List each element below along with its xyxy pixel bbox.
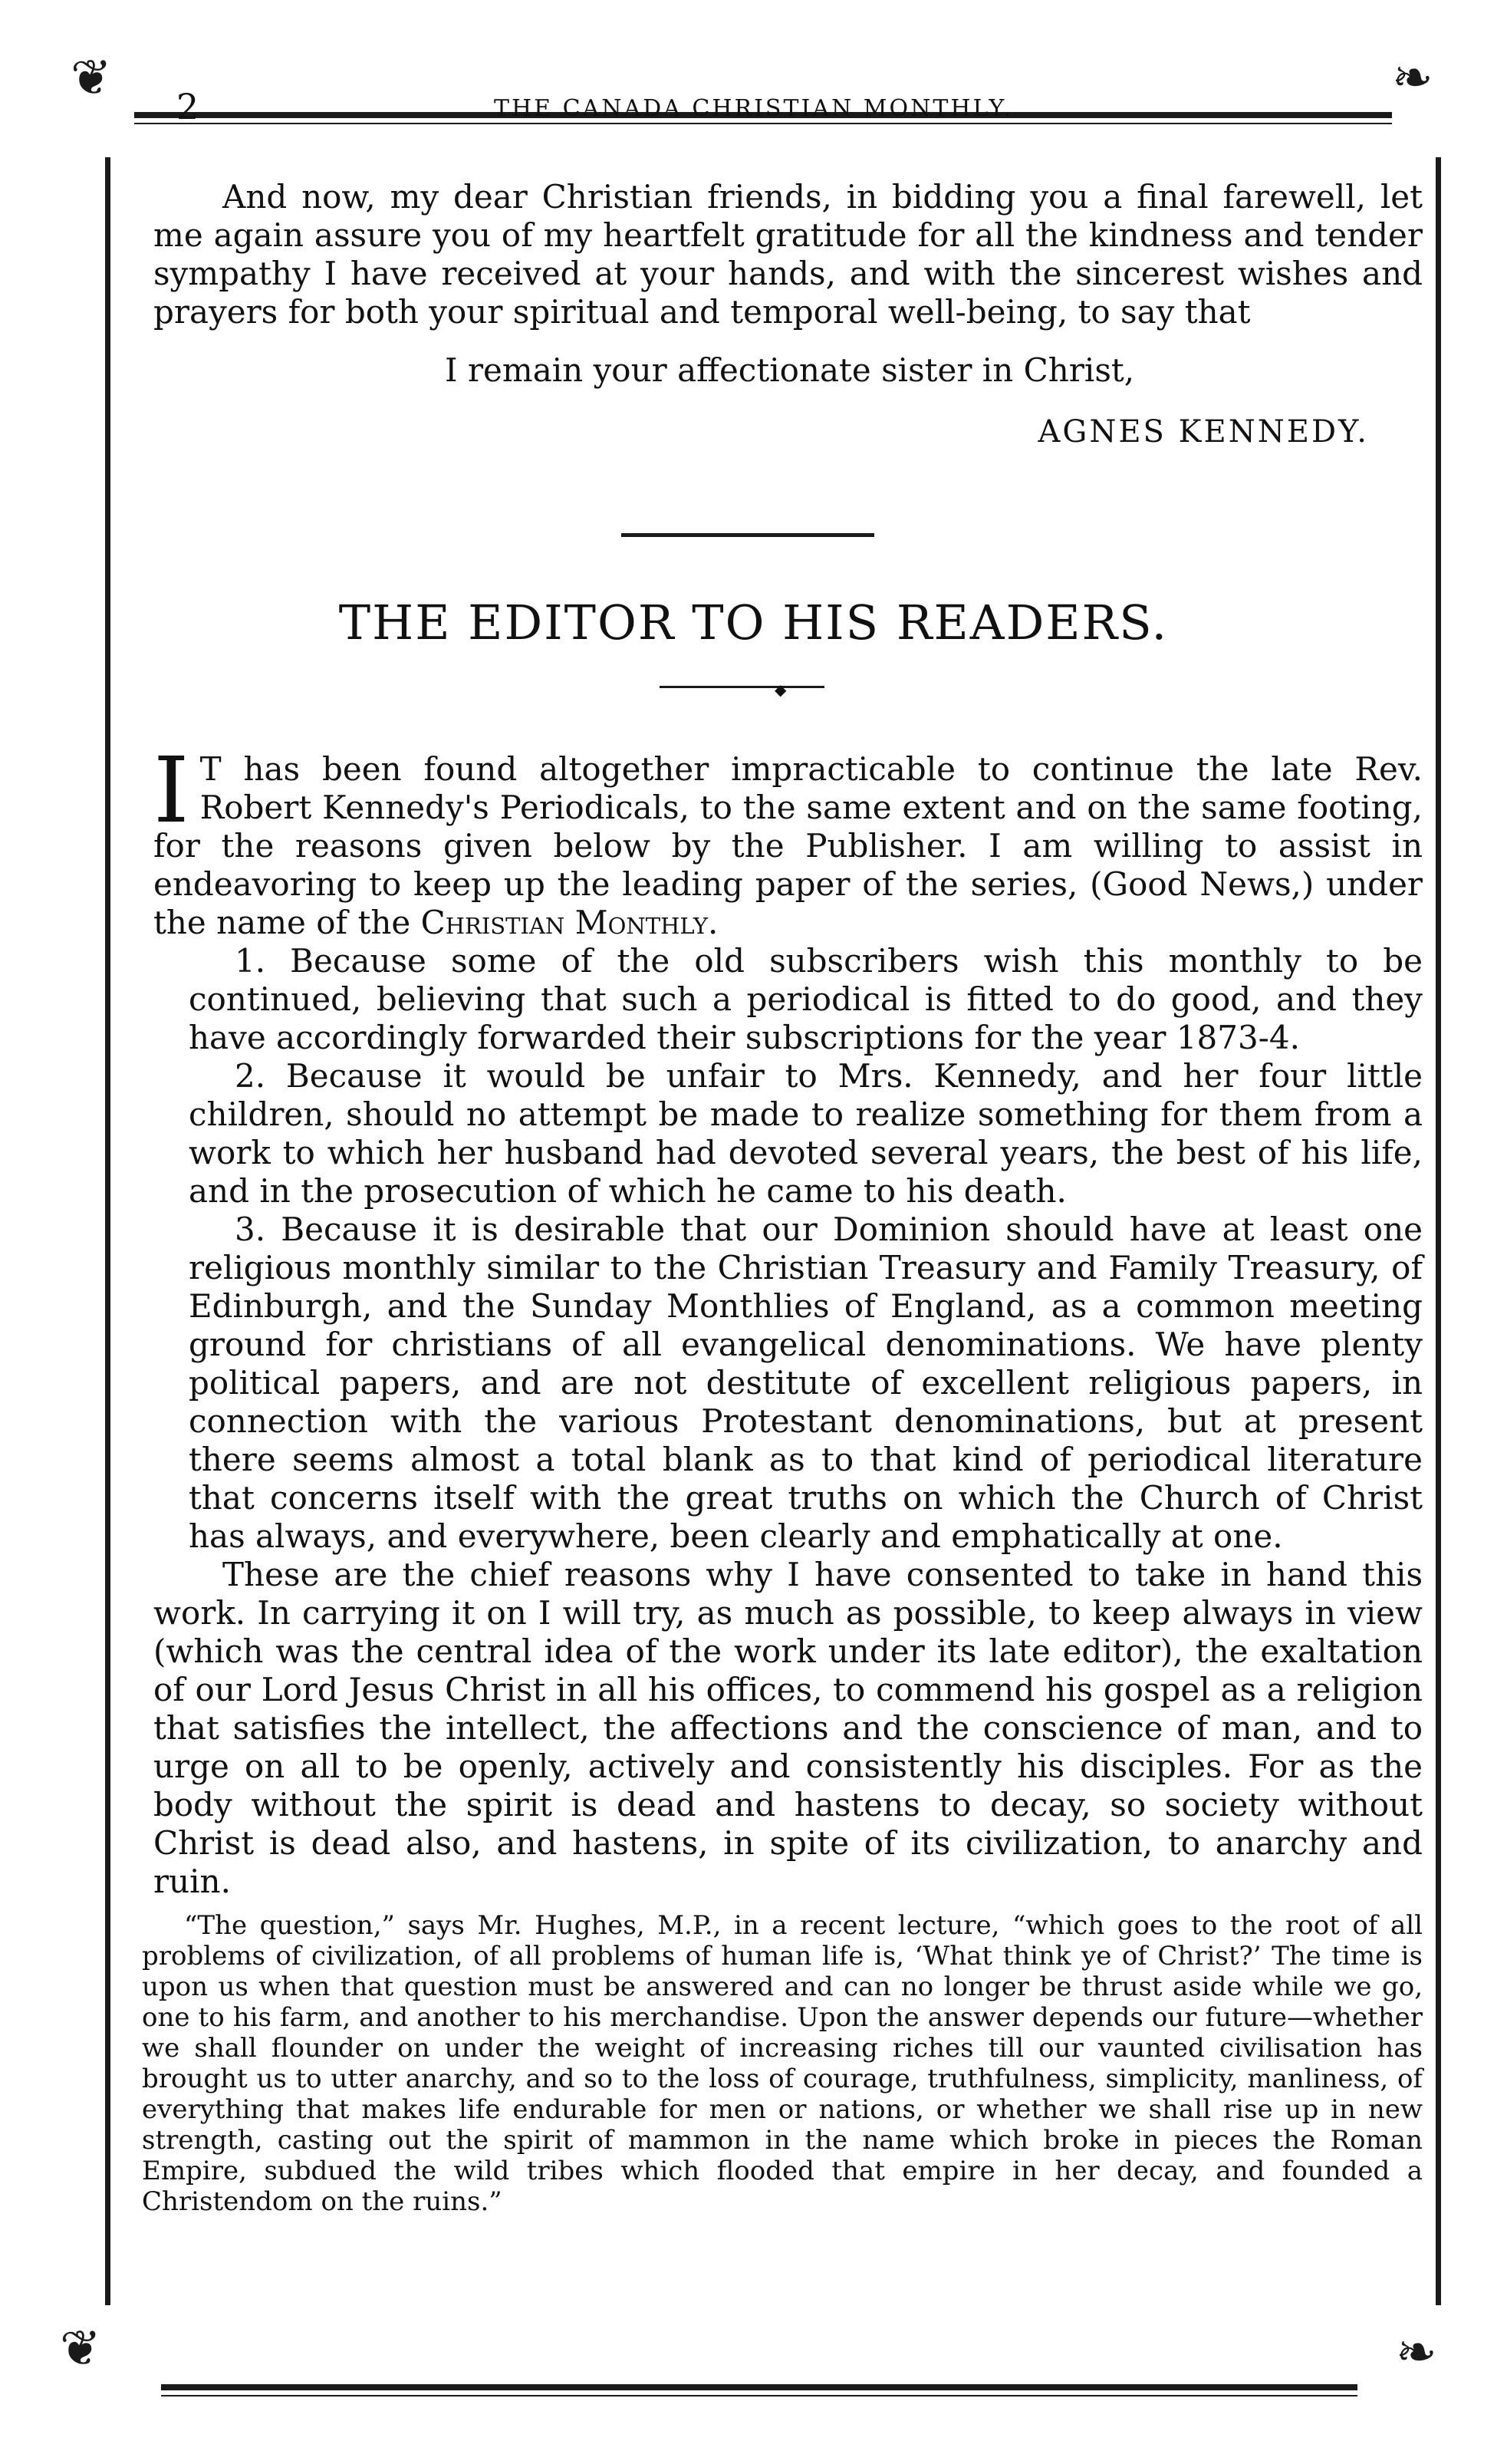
right-border-rule xyxy=(1436,157,1441,2305)
reason-1: 1. Because some of the old subscribers wish this monthly to be continued, believing that such a periodical is fitted to do good, and they have accordingly forwarded their subscriptions for the year 1873-4. xyxy=(189,942,1423,1056)
drop-cap: I xyxy=(153,737,189,843)
letter-closing xyxy=(153,178,1423,331)
bottom-border-rule xyxy=(161,2384,1357,2390)
corner-ornament-icon: ❧ xyxy=(1396,2324,1437,2381)
closing-paragraph: And now, my dear Christian friends, in bidding you a final farewell, let me again assure you of my heartfelt gratitude for all the kindness and tender sympathy I have received at your hands, and with the sincerest wishes and prayers for both your spiritual and temporal well-being, to say that xyxy=(153,178,1423,331)
bottom-border-thin-rule xyxy=(161,2395,1357,2396)
footnote-text: “The question,” says Mr. Hughes, M.P., in a recent lecture, “which goes to the root of all problems of civilization, of all problems of human life is, ‘What think ye of Christ?’ The time is upon us when that question must be answered and can no longer be thrust aside while we go, one to his farm, and another to his merchandise. Upon the answer depends our future—whether we shall flounder on under the weight of increasing riches till our vaunted civilisation has brought us to utter anarchy, and so to the loss of courage, truthfulness, simplicity, manliness, of everything that makes life endurable for men or nations, or whether we shall rise up in new strength, casting out the spirit of mammon in the name which broke in pieces the Roman Empire, subdued the wild tribes which flooded that empire in her decay, and founded a Christendom on the ruins.” xyxy=(142,1910,1423,2217)
footnote-quotation xyxy=(142,1910,1423,2217)
corner-ornament-icon: ❦ xyxy=(60,2321,101,2377)
reason-3: 3. Because it is desirable that our Dominion should have at least one religious monthly similar to the Christian Treasury and Family Treasury, of Edinburgh, and the Sunday Monthlies of England, as a common meeting ground for christians of all evangelical denominations. We have plenty political papers, and are not destitute of excellent religious papers, in connection with the various Protestant denominations, but at present there seems almost a total blank as to that kind of periodical literature that concerns itself with the great truths on which the Church of Christ has always, and everywhere, been clearly and emphatically at one. xyxy=(189,1211,1423,1555)
reason-2: 2. Because it would be unfair to Mrs. Kennedy, and her four little children, should no attempt be made to realize something for them from a work to which her husband had devoted several years, the best of his life, and in the prosecution of which he came to his death. xyxy=(189,1057,1423,1210)
running-head: THE CANADA CHRISTIAN MONTHLY. xyxy=(493,95,1014,122)
conclusion-paragraph: These are the chief reasons why I have consented to take in hand this work. In carrying it on I will try, as much as possible, to keep always in view (which was the central idea of the work under its late editor), the exaltation of our Lord Jesus Christ in all his offices, to commend his gospel as a religion that satisfies the intellect, the affections and the conscience of man, and to urge on all to be openly, actively and consistently his disciples. For as the body without the spirit is dead and hastens to decay, so society without Christ is dead also, and hastens, in spite of its civilization, to anarchy and ruin. xyxy=(153,1556,1423,1900)
section-divider xyxy=(621,533,874,537)
page-number: 2 xyxy=(176,86,199,127)
intro-paragraph xyxy=(153,737,1423,942)
signature: AGNES KENNEDY. xyxy=(1038,414,1369,450)
corner-ornament-icon: ❧ xyxy=(1392,50,1433,107)
corner-ornament-icon: ❦ xyxy=(71,50,112,107)
top-border-thin-rule xyxy=(134,123,1392,124)
divider-diamond-icon: ◆ xyxy=(775,680,787,699)
sign-line: I remain your affectionate sister in Christ, xyxy=(445,351,1135,389)
left-border-rule xyxy=(105,157,110,2305)
intro-text: T has been found altogether impracticable to continue the late Rev. Robert Kennedy's Periodicals, to the same extent and on the same footing, for the reasons given below by the Publisher. I am willing to assist in endeavoring to keep up the leading paper of the series, (Good News,) under the name of the xyxy=(153,750,1423,941)
magazine-name: Christian Monthly. xyxy=(420,904,719,941)
article-title: THE EDITOR TO HIS READERS. xyxy=(338,595,1169,651)
article-body xyxy=(153,737,1423,1901)
title-divider xyxy=(660,686,824,688)
